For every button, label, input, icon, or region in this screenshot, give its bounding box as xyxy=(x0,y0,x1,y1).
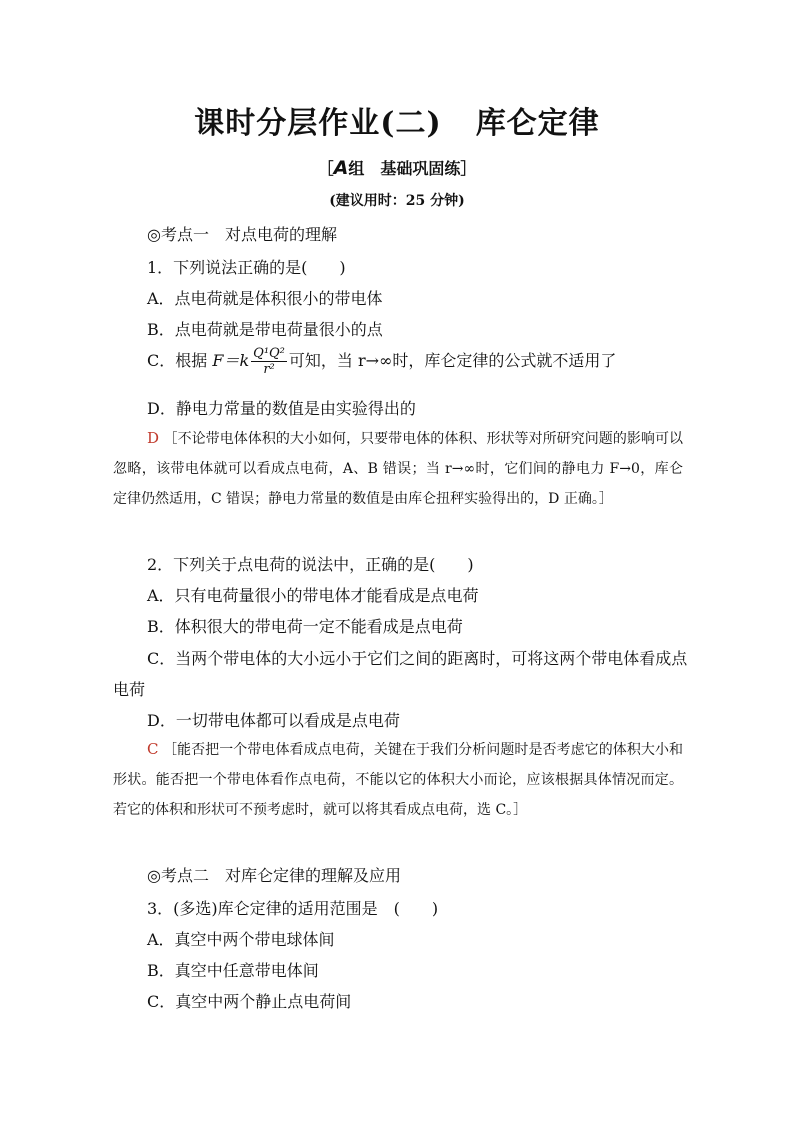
q3-stem: 3．(多选)库仑定律的适用范围是 ( ) xyxy=(147,899,439,918)
title-sub: 库仑定律 xyxy=(475,106,600,141)
q1-c-formula-lhs: F＝k xyxy=(212,351,250,370)
q1-c-fraction xyxy=(251,347,287,376)
group-bracket-close: ］ xyxy=(460,159,477,178)
q1-c-suffix: 可知，当 r→∞时，库仑定律的公式就不适用了 xyxy=(288,351,617,370)
section-heading-2: ◎考点二 对库仑定律的理解及应用 xyxy=(147,866,401,885)
q2-option-b: B．体积很大的带电荷一定不能看成是点电荷 xyxy=(147,617,463,636)
q1-answer-text: ［不论带电体体积的大小如何，只要带电体的体积、形状等对所研究问题的影响可以忽略，该带电体就可以看成点电荷，A、B 错误；当 r→∞时，它们间的静电力 F→0，库仑定律仍然适用，C 错误；静电力常量的数值是由库仑扭秤实验得出的，D 正确。］ xyxy=(113,431,684,507)
q1-option-b: B．点电荷就是带电荷量很小的点 xyxy=(147,320,383,339)
q3-option-b: B．真空中任意带电体间 xyxy=(147,961,319,980)
section-heading-1: ◎考点一 对点电荷的理解 xyxy=(147,225,337,244)
q2-option-d: D．一切带电体都可以看成是点电荷 xyxy=(147,711,400,730)
fraction-numerator: Q¹Q² xyxy=(253,346,285,361)
q1-option-c xyxy=(147,347,616,376)
q1-answer xyxy=(113,423,683,514)
q2-option-c-line1: C．当两个带电体的大小远小于它们之间的距离时，可将这两个带电体看成点 xyxy=(147,649,688,668)
q2-answer-letter: C xyxy=(147,740,159,758)
q1-c-prefix: C．根据 xyxy=(147,351,208,370)
group-label xyxy=(0,156,794,179)
fraction-denominator: r² xyxy=(263,362,275,377)
group-text: 组 基础巩固练 xyxy=(348,159,461,178)
q2-option-c-line2: 电荷 xyxy=(113,680,146,699)
group-letter: A xyxy=(333,157,349,179)
title-main: 课时分层作业(二) xyxy=(194,106,442,141)
page-title xyxy=(0,98,794,142)
q3-option-a: A．真空中两个带电球体间 xyxy=(147,930,335,949)
q1-stem: 1．下列说法正确的是( ) xyxy=(147,258,346,277)
q1-option-a: A．点电荷就是体积很小的带电体 xyxy=(147,289,383,308)
q2-answer-text: ［能否把一个带电体看成点电荷，关键在于我们分析问题时是否考虑它的体积大小和形状。能否把一个带电体看作点电荷，不能以它的体积大小而论，应该根据具体情况而定。若它的体积和形状可不预考虑时，就可以将其看成点电荷，选 C。］ xyxy=(113,742,684,818)
q2-option-a: A．只有电荷量很小的带电体才能看成是点电荷 xyxy=(147,586,479,605)
q3-option-c: C．真空中两个静止点电荷间 xyxy=(147,992,352,1011)
group-bracket-open: ［ xyxy=(317,159,334,178)
q1-answer-letter: D xyxy=(147,429,160,447)
q2-stem: 2．下列关于点电荷的说法中，正确的是( ) xyxy=(147,555,474,574)
q1-option-d: D．静电力常量的数值是由实验得出的 xyxy=(147,399,416,418)
time-note: (建议用时：25 分钟) xyxy=(329,193,465,209)
q2-answer xyxy=(113,734,683,825)
